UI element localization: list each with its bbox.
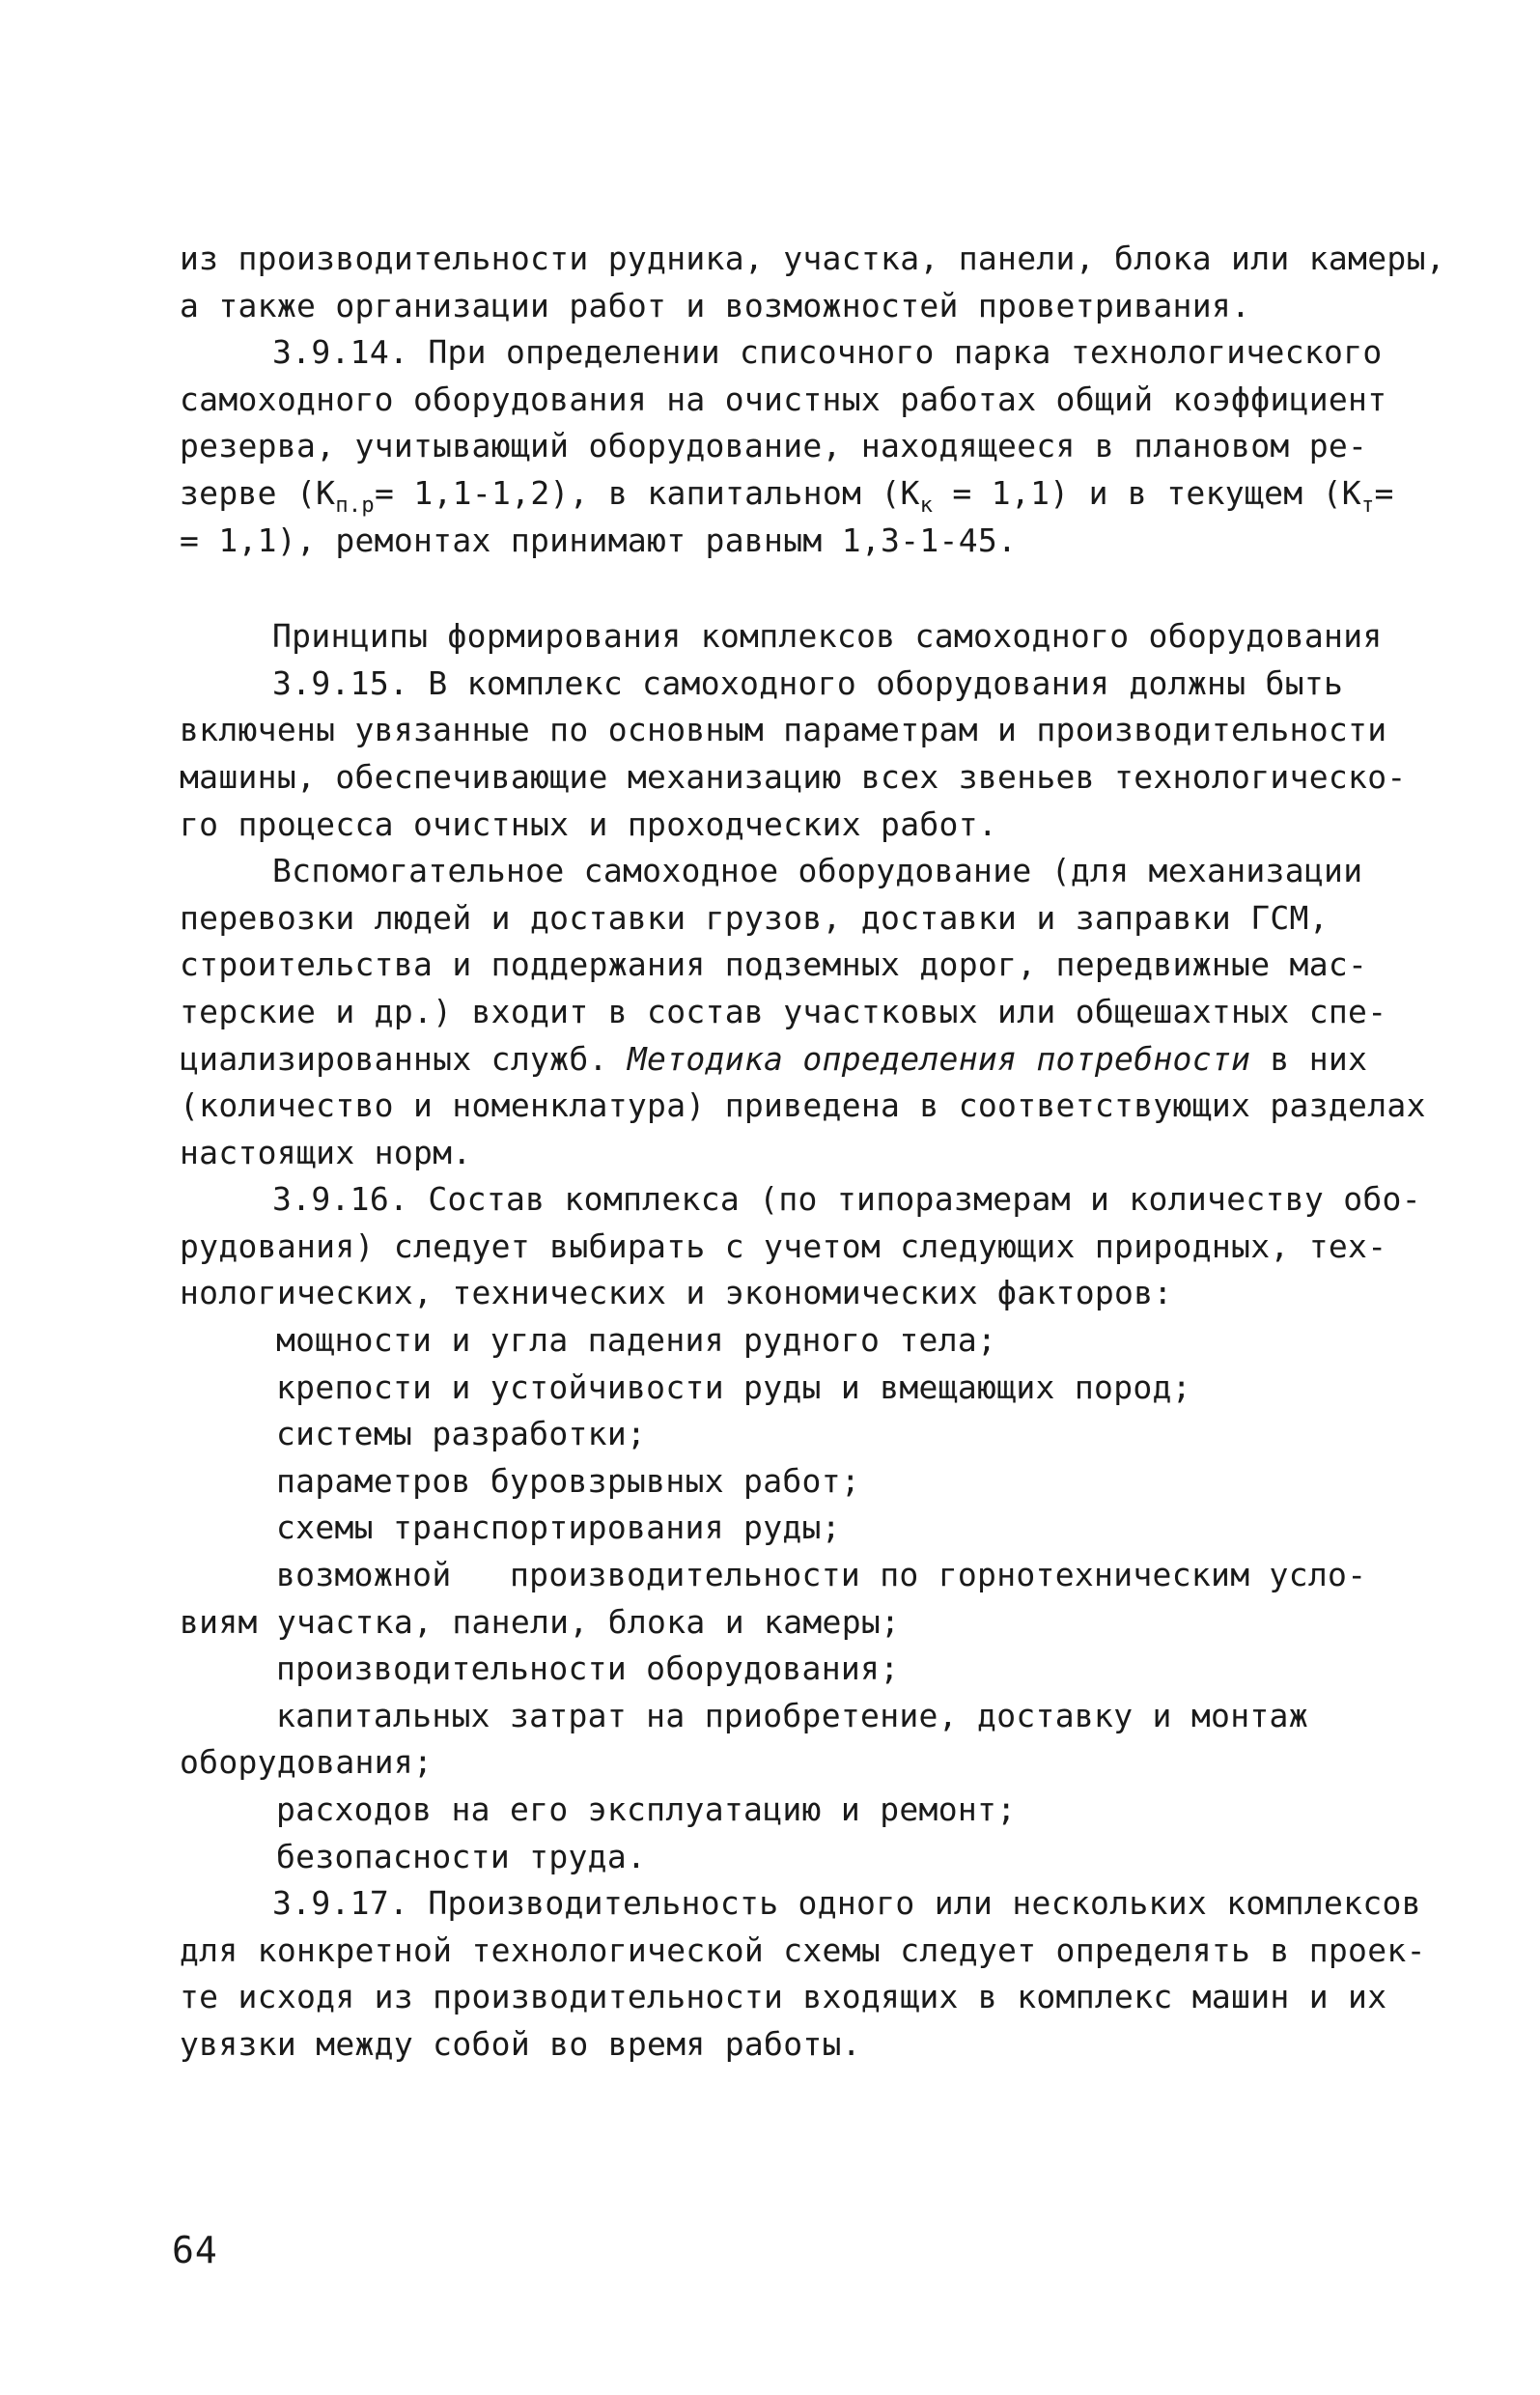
factor-list-item: системы разработки; <box>276 1415 647 1453</box>
text-line: увязки между собой во время работы. <box>180 2024 861 2063</box>
text-line: а также организации работ и возможностей проветривания. <box>180 286 1251 324</box>
factor-list-item: крепости и устойчивости руды и вмещающих пород; <box>276 1367 1191 1406</box>
factor-list-item: возможной производительности по горнотехническим усло- <box>276 1556 1367 1594</box>
text-line: = 1,1), ремонтах принимают равным 1,3-1-45. <box>180 521 1018 559</box>
text-line: машины, обеспечивающие механизацию всех звеньев технологическо- <box>180 757 1407 796</box>
text-line <box>180 1036 1406 1084</box>
text-line: для конкретной технологической схемы следует определять в проек- <box>180 1930 1426 1969</box>
formula-line <box>180 470 1406 518</box>
paragraph-3-9-14-start: 3.9.14. При определении списочного парка технологического <box>272 333 1383 372</box>
text-line: терские и др.) входит в состав участковых или общешахтных спе- <box>180 992 1387 1030</box>
text-segment: в них <box>1250 1039 1368 1078</box>
factor-list-item: схемы транспортирования руды; <box>276 1508 841 1547</box>
factor-list-item-continuation: виям участка, панели, блока и камеры; <box>180 1602 901 1641</box>
paragraph-3-9-16-start: 3.9.16. Состав комплекса (по типоразмерам и количеству обо- <box>272 1180 1421 1219</box>
factor-list-item-continuation: оборудования; <box>180 1743 434 1782</box>
factor-list-item: производительности оборудования; <box>276 1649 900 1688</box>
paragraph-3-9-17-start: 3.9.17. Производительность одного или нескольких комплексов <box>272 1884 1421 1923</box>
text-line: строительства и поддержания подземных дорог, передвижные мас- <box>180 945 1368 984</box>
text-line: включены увязанные по основным параметрам и производительности <box>180 711 1387 749</box>
page-body-text <box>180 236 1445 2069</box>
text-line: перевозки людей и доставки грузов, доставки и заправки ГСМ, <box>180 898 1329 937</box>
factor-list-item: параметров буровзрывных работ; <box>276 1461 861 1500</box>
italic-emphasis: Методика определения потребности <box>627 1039 1251 1078</box>
text-line: те исходя из производительности входящих в комплекс машин и их <box>180 1978 1387 2016</box>
text-line: резерва, учитывающий оборудование, находящееся в плановом ре- <box>180 427 1368 465</box>
subscript-t: т <box>1360 493 1375 518</box>
formula-text: = <box>1374 473 1394 512</box>
factor-list-item: расходов на его эксплуатацию и ремонт; <box>276 1790 1017 1828</box>
text-line: нологических, технических и экономических факторов: <box>180 1274 1173 1312</box>
text-segment: циализированных служб. <box>180 1039 628 1078</box>
factor-list-item: безопасности труда. <box>276 1837 647 1875</box>
formula-text: = 1,1-1,2), в капитальном (К <box>374 473 920 512</box>
text-line: настоящих норм. <box>180 1133 472 1171</box>
formula-text: зерве (К <box>180 473 336 512</box>
paragraph-3-9-15-start: 3.9.15. В комплекс самоходного оборудования должны быть <box>272 663 1344 702</box>
text-line: рудования) следует выбирать с учетом следующих природных, тех- <box>180 1226 1387 1265</box>
section-spacer <box>180 564 1406 613</box>
subscript-k: к <box>919 493 934 518</box>
subscript-pr: п.р <box>335 493 375 518</box>
text-line: го процесса очистных и проходческих работ. <box>180 804 998 843</box>
page-number: 64 <box>172 2229 218 2271</box>
section-heading: Принципы формирования комплексов самоходного оборудования <box>272 617 1383 656</box>
factor-list-item: капитальных затрат на приобретение, доставку и монтаж <box>276 1696 1308 1734</box>
text-line: из производительности рудника, участка, панели, блока или камеры, <box>180 240 1445 277</box>
text-line: (количество и номенклатура) приведена в соответствующих разделах <box>180 1086 1426 1125</box>
formula-text: = 1,1) и в текущем (К <box>933 473 1361 512</box>
text-line: самоходного оборудования на очистных работах общий коэффициент <box>180 380 1387 418</box>
factor-list-item: мощности и угла падения рудного тела; <box>276 1321 997 1360</box>
paragraph-auxiliary-start: Вспомогательное самоходное оборудование (для механизации <box>272 852 1363 890</box>
